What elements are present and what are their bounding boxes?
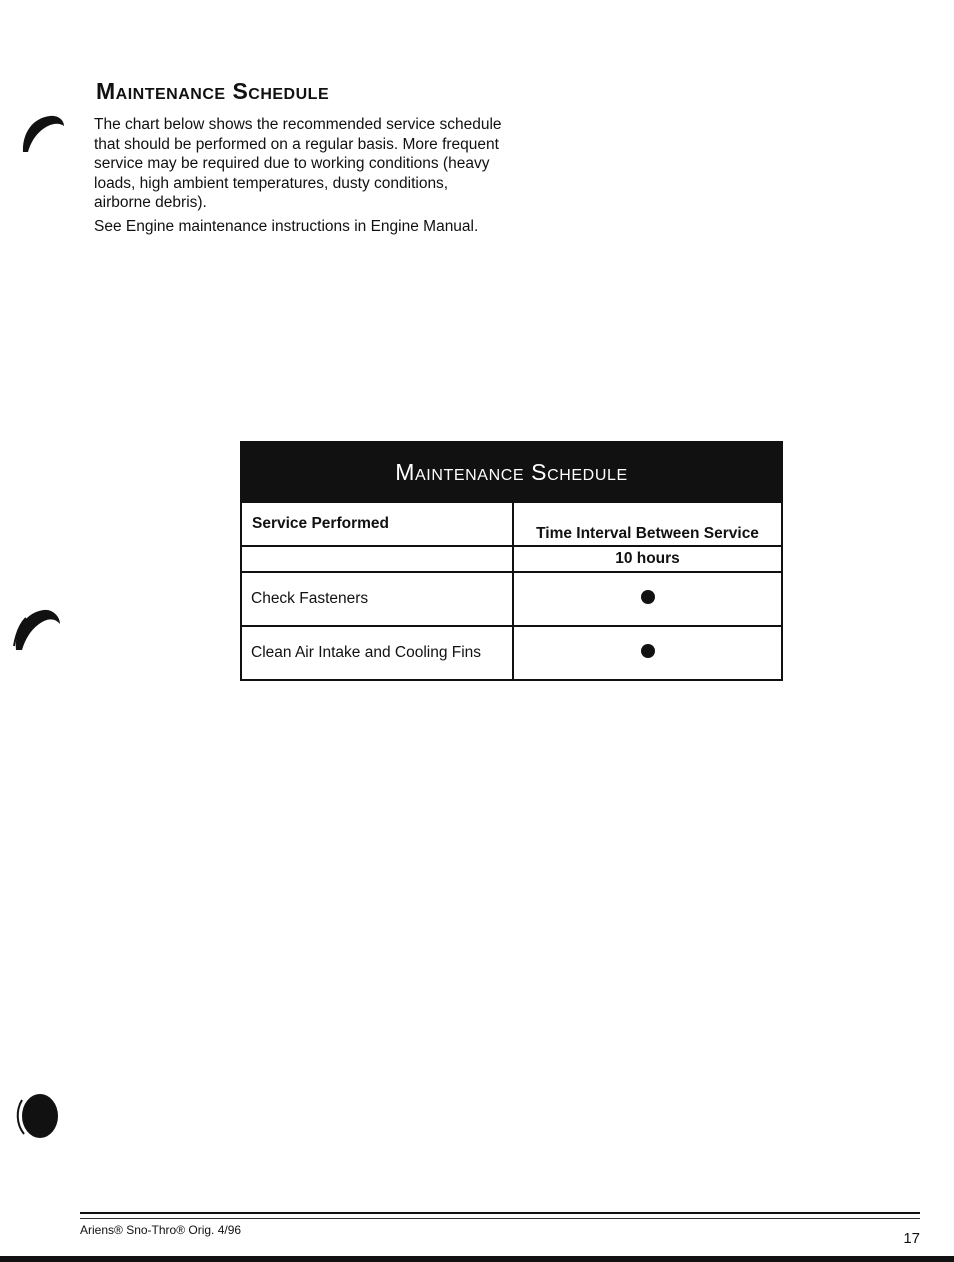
binder-hole-icon — [20, 112, 66, 154]
scan-edge-bar — [0, 1256, 954, 1262]
interval-mark-cell — [513, 626, 782, 680]
interval-label: 10 hours — [513, 546, 782, 572]
interval-spacer-cell — [241, 546, 513, 572]
service-name: Check Fasteners — [241, 572, 513, 626]
maintenance-schedule-table — [240, 441, 783, 681]
footer-publication: Ariens® Sno-Thro® Orig. 4/96 — [80, 1223, 242, 1237]
interval-mark-cell — [513, 572, 782, 626]
column-header-interval: Time Interval Between Service — [513, 502, 782, 546]
service-name: Clean Air Intake and Cooling Fins — [241, 626, 513, 680]
table-row — [241, 626, 782, 680]
intro-paragraph: The chart below shows the recommended service schedule that should be performed on a regular basis. More frequent service may be required due to working conditions (heavy loads, high ambient temperatures, dusty conditions, airborne debris). — [94, 116, 502, 211]
footer-divider — [80, 1212, 920, 1214]
table-title: Maintenance Schedule — [241, 442, 782, 502]
table-row — [241, 572, 782, 626]
page-number: 17 — [903, 1230, 920, 1247]
filled-dot-icon — [641, 590, 655, 604]
engine-note: See Engine maintenance instructions in Engine Manual. — [94, 218, 479, 235]
binder-hole-icon — [12, 1092, 60, 1142]
filled-dot-icon — [641, 644, 655, 658]
binder-hole-icon — [10, 604, 62, 652]
section-heading: Maintenance Schedule — [96, 78, 330, 104]
footer-divider-thin — [80, 1218, 920, 1219]
column-header-service: Service Performed — [241, 502, 513, 546]
